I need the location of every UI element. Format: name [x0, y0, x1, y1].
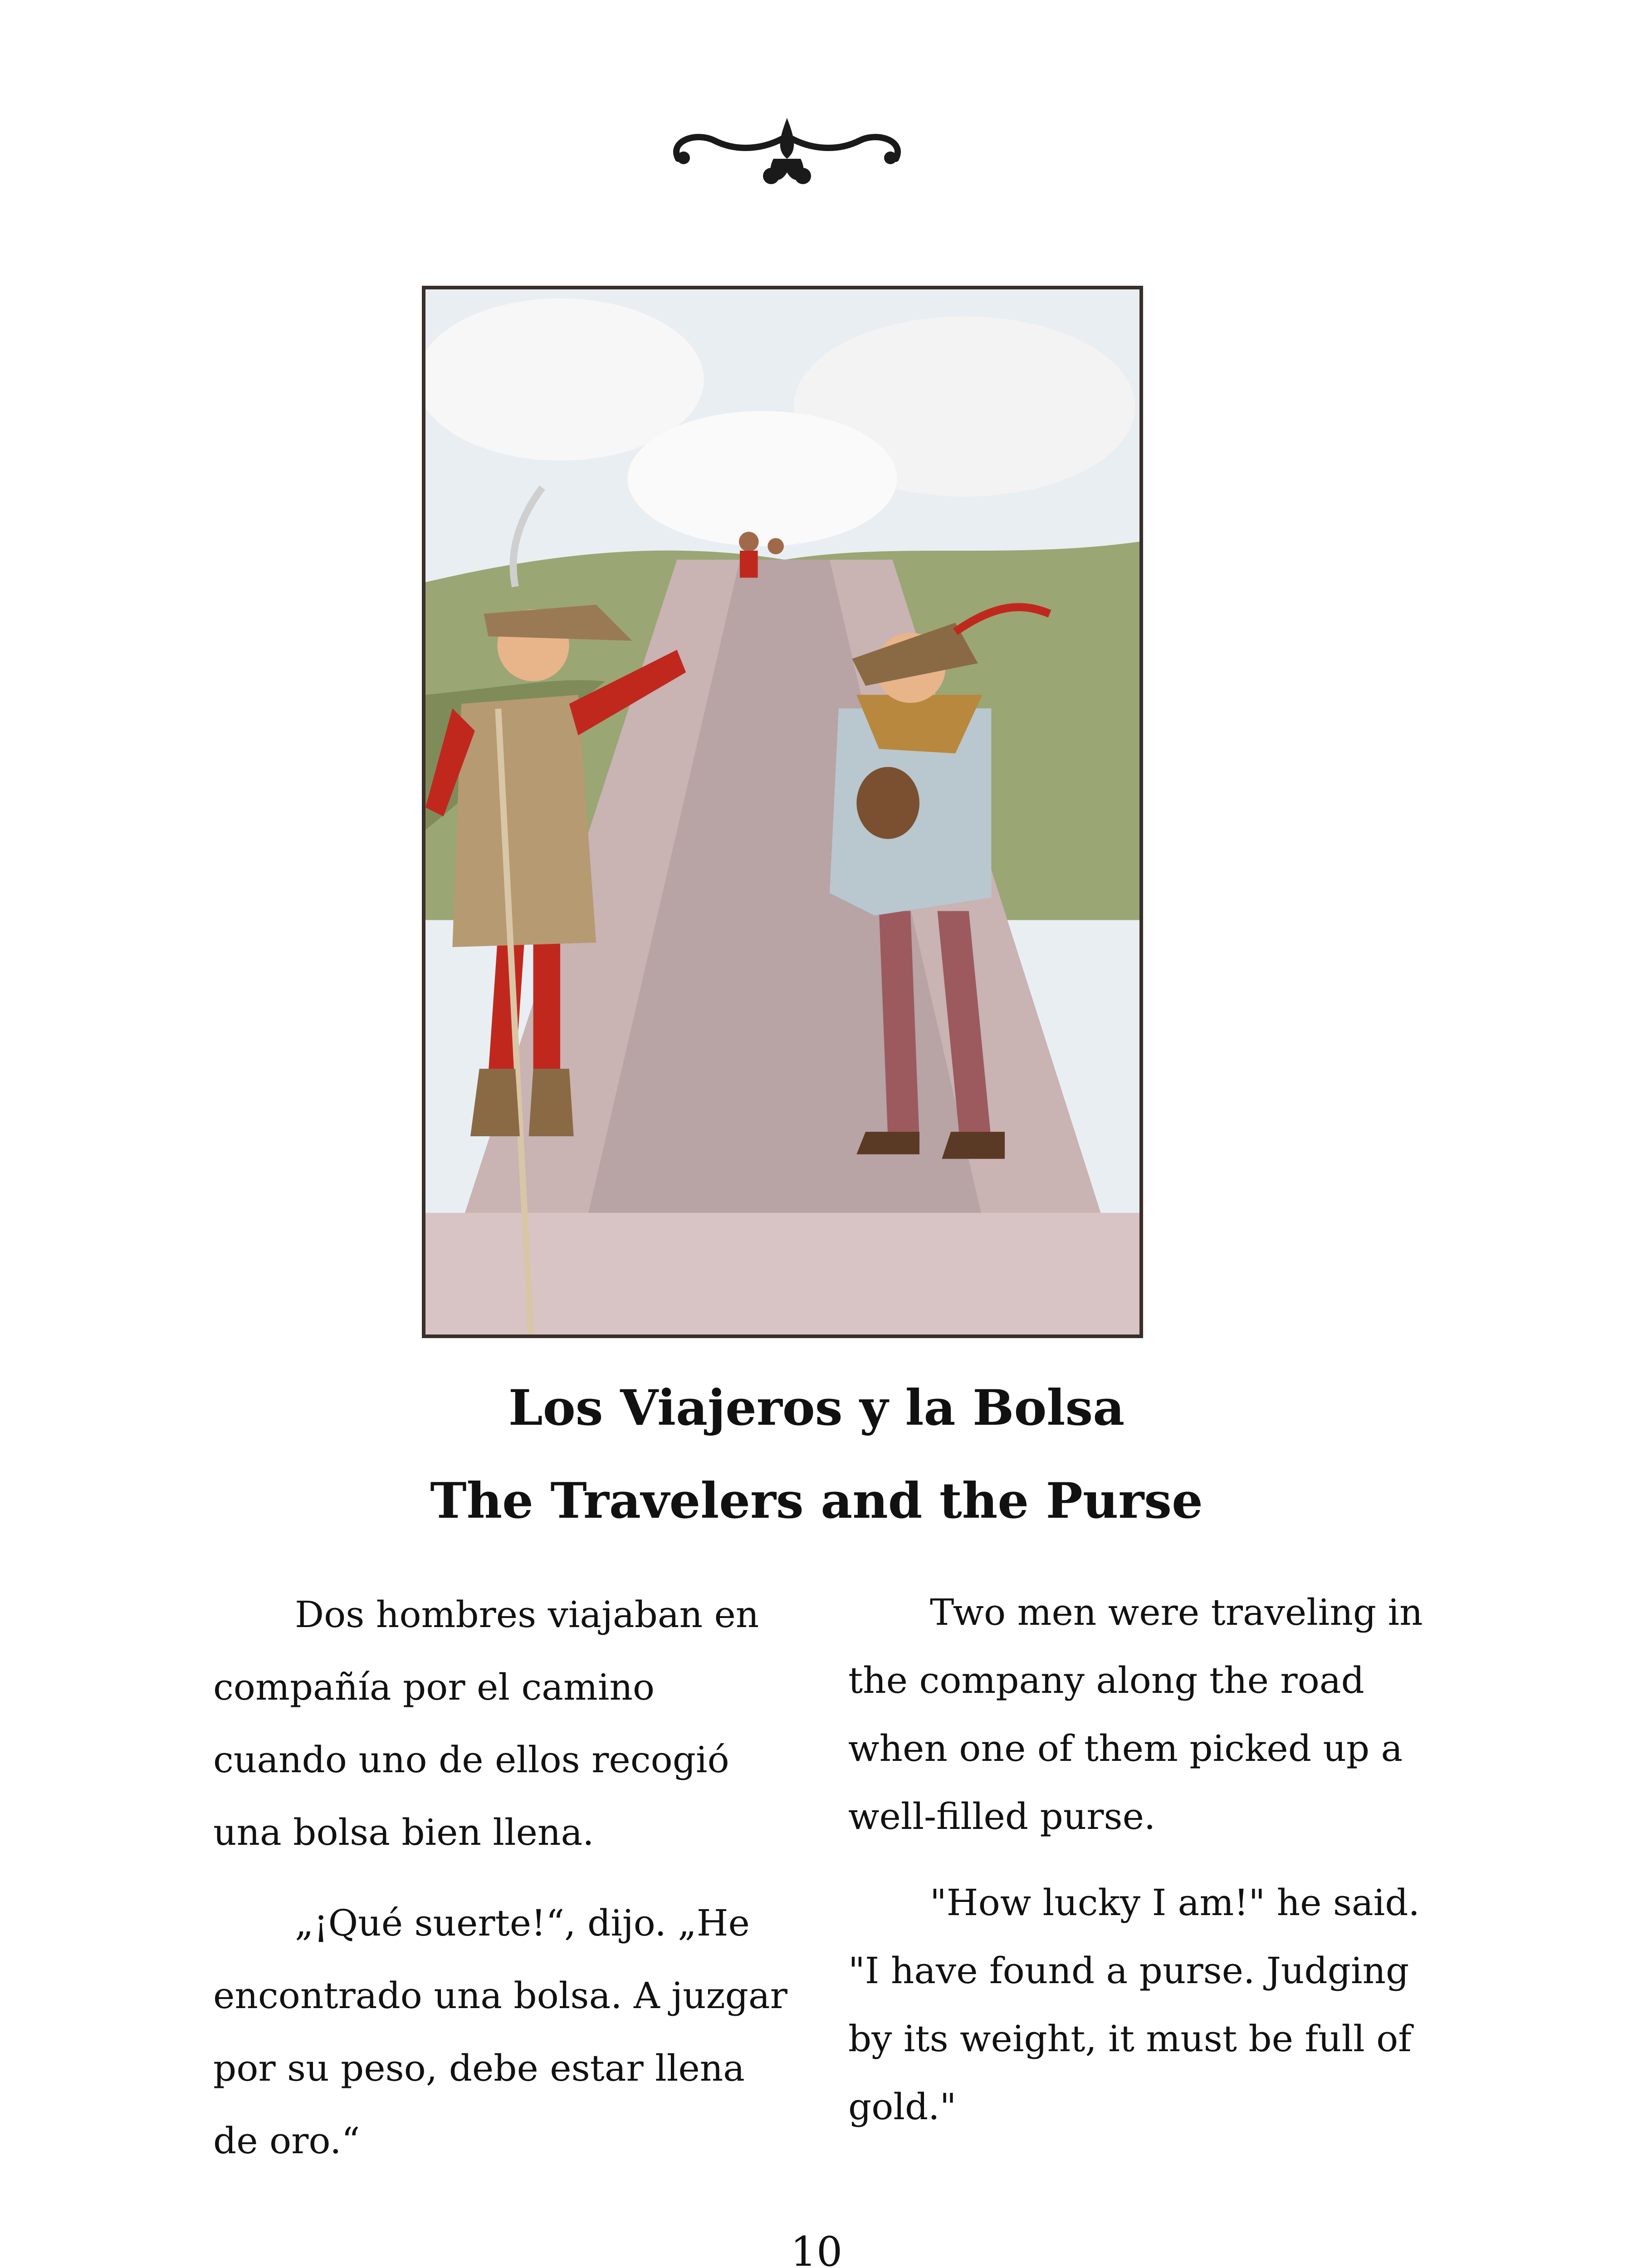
story-title-english: The Travelers and the Purse — [430, 1472, 1203, 1530]
english-paragraph: Two men were traveling in the company along the road when one of them picked up a well-filled purse. — [848, 1591, 1423, 1838]
story-title-spanish: Los Viajeros y la Bolsa — [508, 1379, 1125, 1437]
scroll-ornament-icon — [660, 109, 914, 191]
spanish-column — [213, 1579, 794, 2195]
story-illustration — [422, 286, 1143, 1338]
english-column — [848, 1579, 1438, 2159]
spanish-paragraph: „¡Qué suerte!“, dijo. „He encontrado una bolsa. A juzgar por su peso, debe estar llena de oro.“ — [213, 1902, 787, 2162]
page-number: 10 — [790, 2228, 843, 2268]
english-paragraph: "How lucky I am!" he said. "I have found a purse. Judging by its weight, it must be full of gold." — [848, 1882, 1420, 2128]
spanish-paragraph: Dos hombres viajaban en compañía por el camino cuando uno de ellos recogió una bolsa bien llena. — [213, 1593, 759, 1853]
